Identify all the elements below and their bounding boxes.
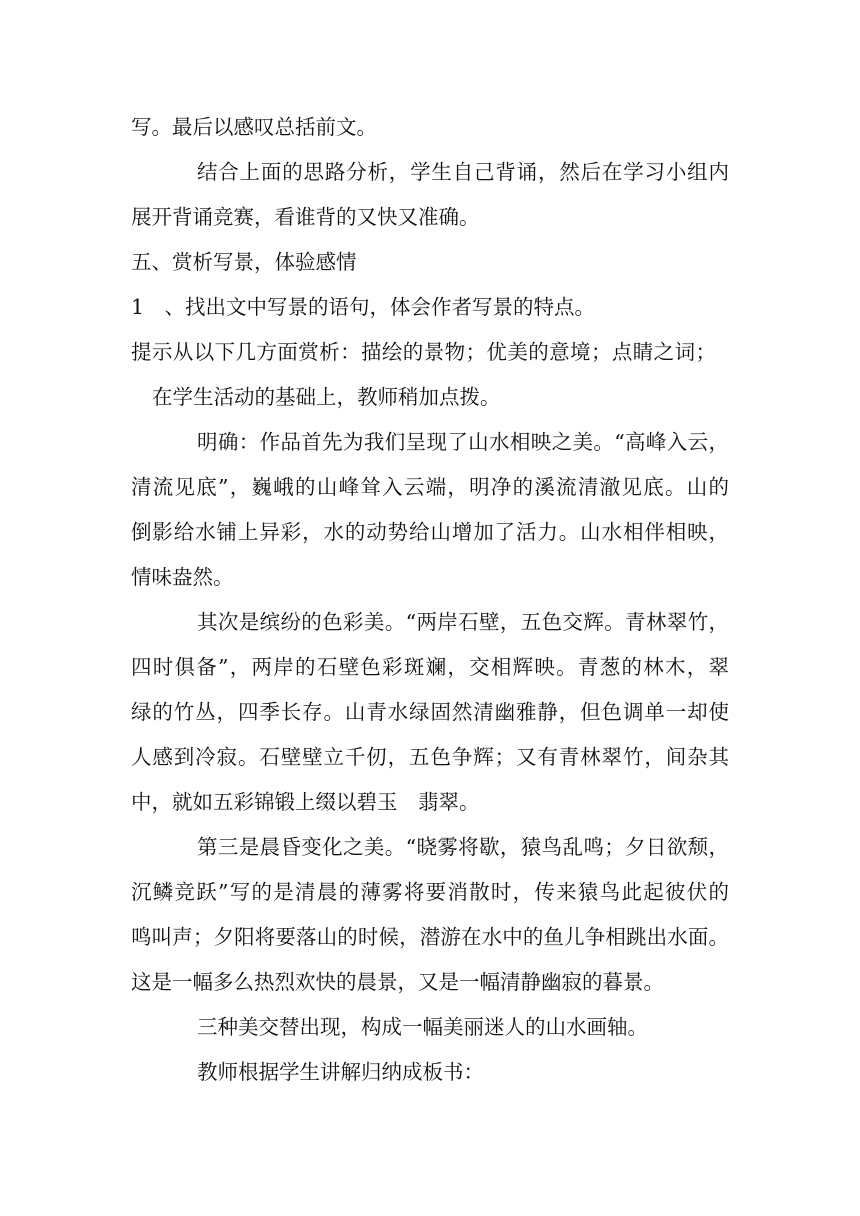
text-line: 写。最后以感叹总括前文。 [131, 115, 377, 139]
paragraph-first-line: 第三是晨昏变化之美。“晓雾将歇，猿鸟乱鸣；夕日欲颓， [197, 835, 729, 859]
list-item: 1 、找出文中写景的语句，体会作者写景的特点。 [131, 295, 596, 319]
text-line: 沉鳞竞跃”写的是清晨的薄雾将要消散时，传来猿鸟此起彼伏的 [131, 880, 729, 904]
text-line: 这是一幅多么热烈欢快的晨景，又是一幅清静幽寂的暮景。 [131, 970, 664, 994]
text-line: 人感到冷寂。石壁壁立千仞，五色争辉；又有青林翠竹，间杂其 [131, 745, 729, 769]
text-line: 展开背诵竞赛，看谁背的又快又准确。 [131, 205, 480, 229]
text-line: 倒影给水铺上异彩，水的动势给山增加了活力。山水相伴相映， [131, 520, 729, 544]
paragraph-first-line: 明确：作品首先为我们呈现了山水相映之美。“高峰入云， [197, 430, 729, 454]
text-line: 清流见底”，巍峨的山峰耸入云端，明净的溪流清澈见底。山的 [131, 475, 729, 499]
text-line: 鸣叫声；夕阳将要落山的时候，潜游在水中的鱼儿争相跳出水面。 [131, 925, 729, 949]
paragraph-first-line: 结合上面的思路分析，学生自己背诵，然后在学习小组内 [197, 160, 729, 184]
text-line: 在学生活动的基础上，教师稍加点拨。 [152, 385, 501, 409]
text-line: 情味盎然。 [131, 565, 234, 589]
paragraph-first-line: 教师根据学生讲解归纳成板书： [197, 1060, 484, 1084]
section-heading: 五、赏析写景，体验感情 [131, 250, 357, 274]
paragraph-first-line: 其次是缤纷的色彩美。“两岸石壁，五色交辉。青林翠竹， [197, 610, 729, 634]
text-line: 四时俱备”，两岸的石壁色彩斑斓，交相辉映。青葱的林木，翠 [131, 655, 729, 679]
text-line: 绿的竹丛，四季长存。山青水绿固然清幽雅静，但色调单一却使 [131, 700, 729, 724]
text-line: 提示从以下几方面赏析：描绘的景物；优美的意境；点睛之词； [131, 340, 716, 364]
text-line: 中，就如五彩锦锻上缀以碧玉 翡翠。 [131, 790, 480, 814]
paragraph-first-line: 三种美交替出现，构成一幅美丽迷人的山水画轴。 [197, 1015, 648, 1039]
